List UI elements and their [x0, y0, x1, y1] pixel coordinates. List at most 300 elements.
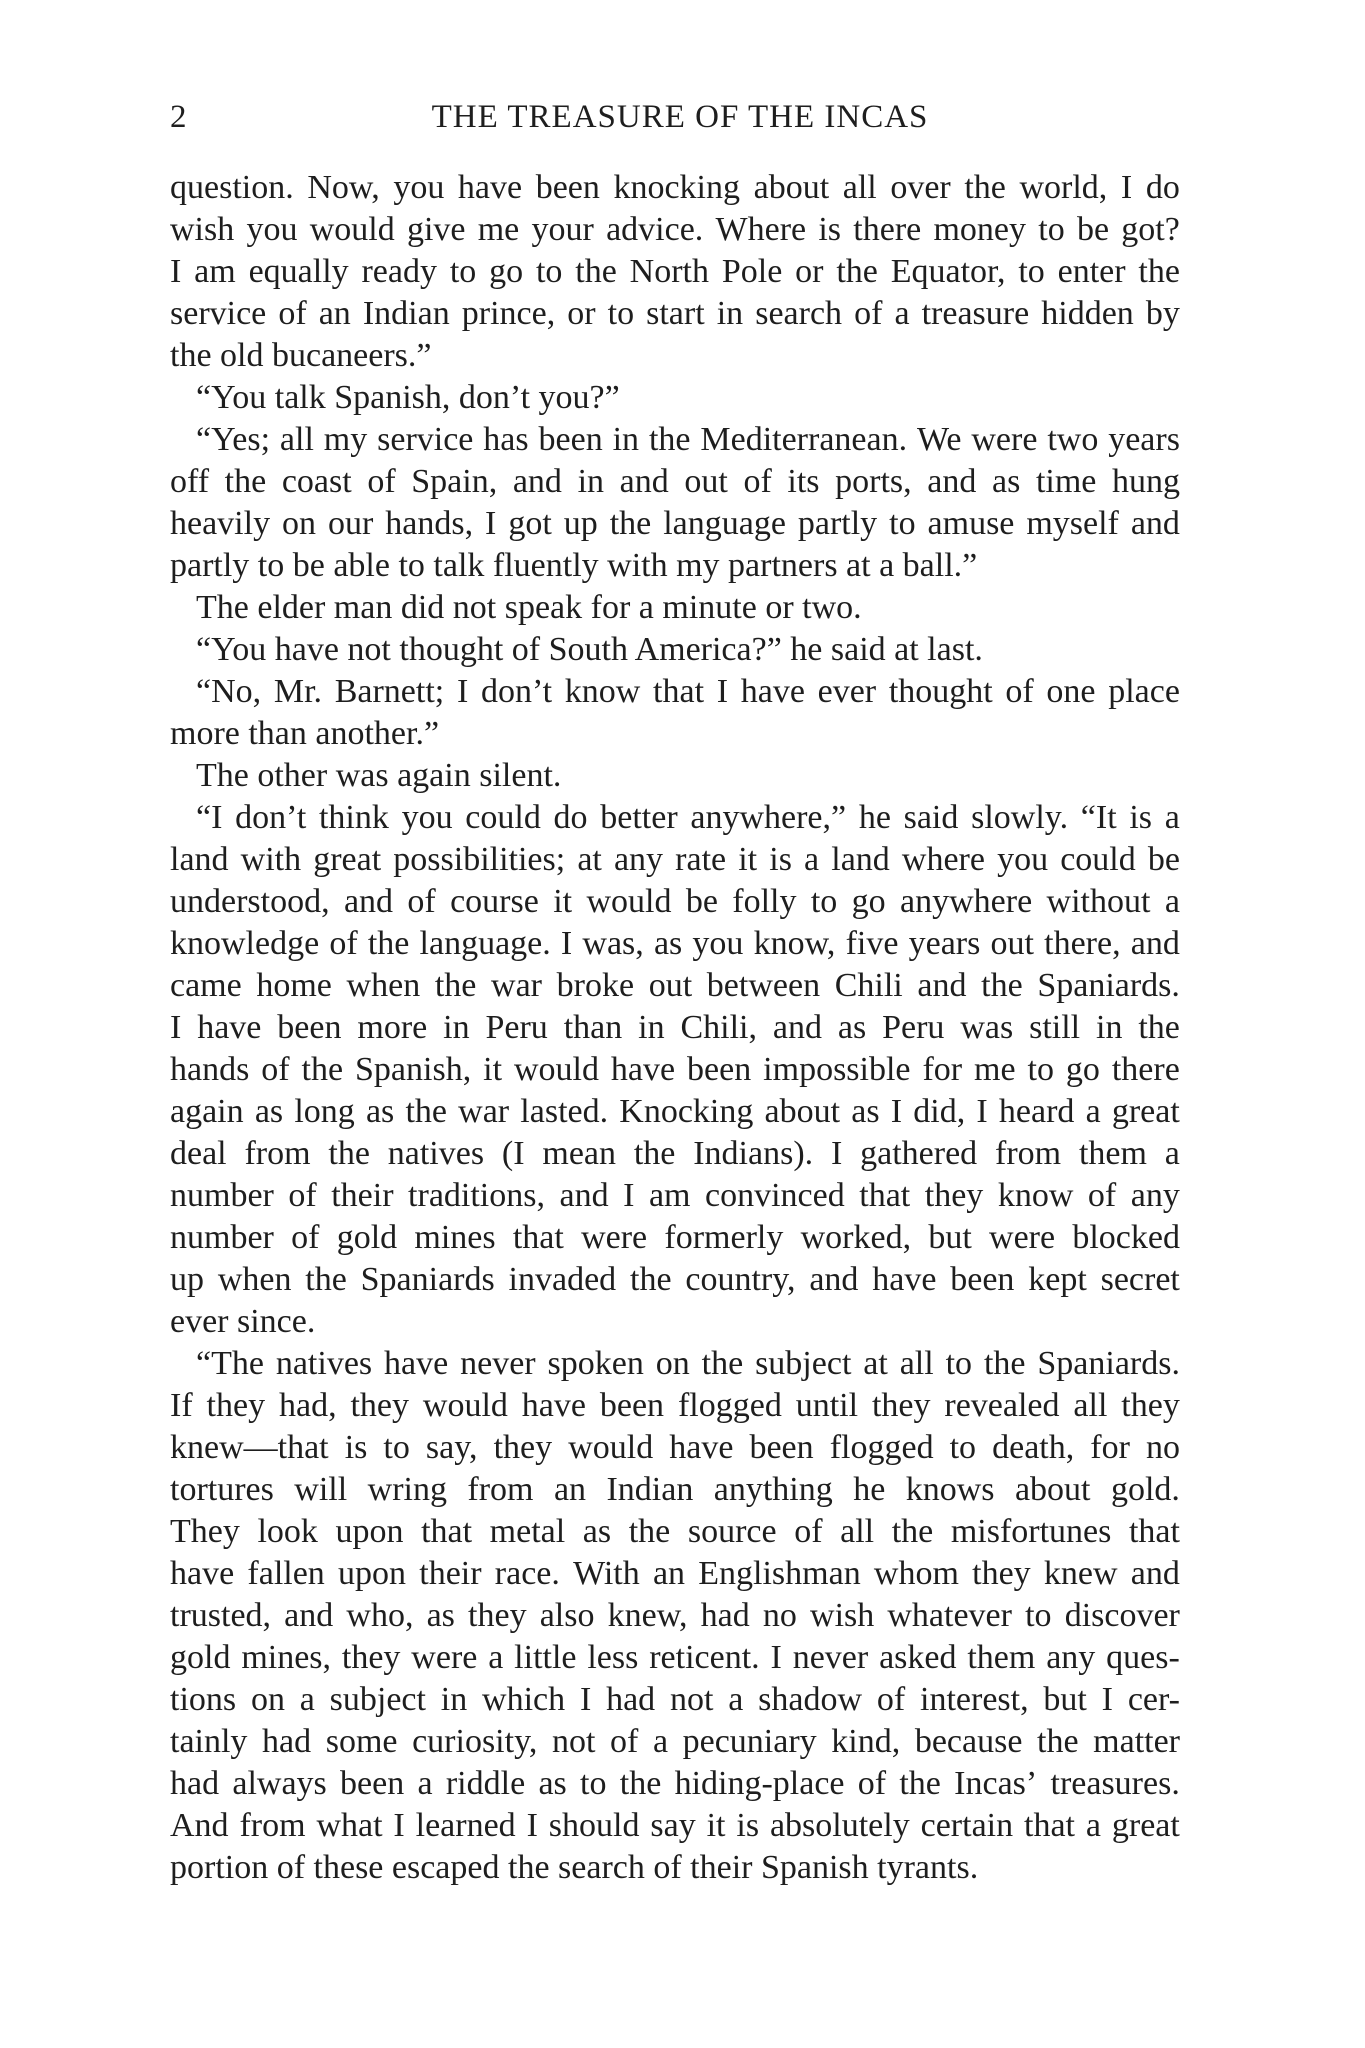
word: they: [1121, 1387, 1180, 1424]
word: mines: [414, 1219, 496, 1256]
word: give: [406, 211, 466, 248]
word: more: [357, 1009, 428, 1046]
word: but: [928, 1219, 972, 1256]
word: is: [344, 1429, 368, 1466]
word: land: [170, 841, 229, 878]
word: out: [684, 463, 728, 500]
text-line: [170, 419, 1180, 461]
word: been: [535, 169, 600, 206]
word: know: [997, 1177, 1074, 1214]
word: got: [508, 505, 552, 542]
word: got?: [1121, 211, 1180, 248]
word: the: [630, 1261, 672, 1298]
word: never: [792, 1639, 869, 1676]
word: long: [294, 1093, 355, 1130]
text-line: [170, 167, 1180, 209]
word: you: [692, 925, 744, 962]
word: “The: [196, 1345, 264, 1382]
word: from: [239, 1807, 306, 1844]
word: is: [736, 1807, 760, 1844]
word: as: [851, 1093, 880, 1130]
body-text: [170, 167, 1180, 1889]
word: all: [840, 1513, 875, 1550]
word: and: [917, 967, 967, 1004]
text-line: [170, 1217, 1180, 1259]
word: prince,: [461, 295, 556, 332]
word: you: [393, 169, 445, 206]
word: in: [577, 463, 605, 500]
word: of: [743, 463, 772, 500]
word: I: [560, 925, 573, 962]
word: secret: [1100, 1261, 1180, 1298]
word: partly: [797, 505, 878, 542]
text-line: [170, 1721, 1180, 1763]
word: certain: [920, 1807, 1014, 1844]
word: were: [411, 1639, 478, 1676]
word: where: [901, 841, 985, 878]
word: me: [477, 211, 520, 248]
word: gold: [336, 1219, 398, 1256]
word: on: [250, 1681, 285, 1718]
word: in: [443, 1009, 470, 1046]
word: service: [377, 421, 474, 458]
text-line: [170, 881, 1180, 923]
word: that: [421, 1513, 473, 1550]
word: I: [1101, 1681, 1113, 1718]
word: to: [889, 505, 916, 542]
text-line: ever since.: [170, 1303, 316, 1340]
word: no: [1146, 1429, 1180, 1466]
text-line: [170, 1427, 1180, 1469]
word: a: [1085, 1093, 1101, 1130]
word: don’t: [480, 673, 553, 710]
word: go: [851, 883, 886, 920]
word: the: [328, 1135, 370, 1172]
word: Indians).: [693, 1135, 814, 1172]
word: little: [514, 1639, 577, 1676]
word: Pole: [721, 253, 783, 290]
text-line: [170, 293, 1180, 335]
word: to: [607, 295, 635, 332]
word: I: [170, 1009, 182, 1046]
word: hung: [1112, 463, 1180, 500]
word: advice.: [606, 211, 704, 248]
word: all: [279, 421, 314, 458]
word: I: [770, 1639, 782, 1676]
word: said: [903, 799, 959, 836]
word: and: [512, 463, 562, 500]
text-line: [170, 1049, 1180, 1091]
word: traditions,: [408, 1177, 545, 1214]
word: always: [232, 1765, 327, 1802]
word: and: [772, 1009, 822, 1046]
word: cer-: [1127, 1681, 1180, 1718]
word: a: [894, 295, 910, 332]
text-line: [170, 1553, 1180, 1595]
word: been: [277, 1009, 342, 1046]
word: I: [1120, 169, 1133, 206]
word: been: [749, 1429, 814, 1466]
word: fallen: [247, 1555, 325, 1592]
word: also: [539, 1597, 595, 1634]
word: five: [845, 925, 899, 962]
word: the: [434, 967, 477, 1004]
word: without: [1046, 883, 1151, 920]
word: the: [891, 1513, 934, 1550]
word: Now,: [307, 169, 380, 206]
word: I: [170, 253, 182, 290]
word: search: [755, 295, 843, 332]
word: what: [316, 1807, 383, 1844]
word: Mediterranean.: [700, 421, 908, 458]
word: will: [294, 1471, 348, 1508]
word: they: [972, 1555, 1031, 1592]
word: our: [327, 505, 374, 542]
word: course: [450, 883, 539, 920]
word: be: [1076, 211, 1110, 248]
word: the: [1138, 1009, 1180, 1046]
word: say: [650, 1807, 696, 1844]
word: it: [706, 1807, 726, 1844]
word: the: [224, 463, 267, 500]
word: Peru: [882, 1009, 945, 1046]
word: heard: [998, 1093, 1075, 1130]
word: were: [971, 421, 1038, 458]
word: to: [383, 1429, 410, 1466]
word: a: [652, 1723, 669, 1760]
text-line: [170, 1469, 1180, 1511]
word: out: [990, 925, 1034, 962]
word: it: [483, 1051, 503, 1088]
word: discover: [1064, 1597, 1180, 1634]
word: as: [538, 1765, 567, 1802]
text-line: [170, 1805, 1180, 1847]
word: is: [1129, 799, 1153, 836]
word: had: [262, 1723, 312, 1760]
word: the: [701, 1345, 744, 1382]
word: number: [170, 1177, 274, 1214]
word: on: [282, 505, 317, 542]
word: a: [728, 1681, 744, 1718]
word: that: [859, 1177, 911, 1214]
text-line: [170, 671, 1180, 713]
word: knew—that: [170, 1429, 329, 1466]
text-line: “You have not thought of South America?” he said at last.: [196, 631, 983, 668]
word: all: [842, 169, 877, 206]
word: hands,: [385, 505, 474, 542]
word: death,: [992, 1429, 1075, 1466]
word: the: [633, 1135, 676, 1172]
word: that: [512, 1219, 564, 1256]
word: years: [1108, 421, 1180, 458]
word: and: [343, 883, 394, 920]
word: is: [818, 211, 842, 248]
word: years: [908, 925, 981, 962]
word: of: [857, 1765, 887, 1802]
word: heavily: [170, 505, 271, 542]
word: metal: [489, 1513, 566, 1550]
word: of: [1087, 1177, 1117, 1214]
word: flogged: [829, 1429, 934, 1466]
running-title: THE TREASURE OF THE INCAS: [431, 99, 929, 135]
word: would: [309, 211, 395, 248]
word: did,: [913, 1093, 966, 1130]
word: ports,: [835, 463, 912, 500]
word: go: [489, 253, 524, 290]
word: They: [170, 1513, 240, 1550]
word: about: [764, 1093, 841, 1130]
word: I: [485, 505, 497, 542]
running-head: [170, 92, 1180, 142]
word: to: [580, 1765, 607, 1802]
word: If: [170, 1387, 193, 1424]
text-line: [170, 209, 1180, 251]
word: from: [244, 1135, 311, 1172]
word: thought: [888, 673, 993, 710]
word: were: [581, 1219, 648, 1256]
word: all: [899, 1345, 934, 1382]
word: impossible: [763, 1051, 911, 1088]
word: of: [278, 295, 307, 332]
word: great: [313, 841, 382, 878]
word: “Yes;: [196, 421, 271, 458]
word: know,: [753, 925, 836, 962]
word: there,: [1044, 925, 1121, 962]
word: you: [401, 799, 453, 836]
word: With: [573, 1555, 640, 1592]
word: had: [606, 1681, 656, 1718]
word: when: [346, 967, 421, 1004]
word: not: [670, 1681, 714, 1718]
word: to: [949, 1429, 977, 1466]
word: ques-: [1106, 1639, 1180, 1676]
word: ready: [361, 253, 437, 290]
word: language: [663, 505, 786, 542]
word: and: [927, 463, 977, 500]
word: they: [341, 1639, 401, 1676]
word: until: [795, 1387, 859, 1424]
word: place: [1108, 673, 1180, 710]
word: I: [456, 673, 469, 710]
word: anywhere: [900, 883, 1033, 920]
word: knew,: [607, 1597, 688, 1634]
word: the: [981, 967, 1023, 1004]
word: I: [976, 1093, 988, 1130]
word: they: [468, 1597, 527, 1634]
word: have: [457, 169, 523, 206]
word: don’t: [235, 799, 307, 836]
word: they: [350, 1387, 410, 1424]
word: better: [600, 799, 678, 836]
word: and: [1130, 505, 1180, 542]
word: language.: [419, 925, 551, 962]
word: (I: [501, 1135, 525, 1172]
word: for: [922, 1051, 963, 1088]
word: have: [610, 1051, 676, 1088]
word: have: [872, 1261, 937, 1298]
word: on: [655, 1345, 690, 1382]
word: war: [491, 967, 542, 1004]
word: to: [1018, 253, 1045, 290]
word: I: [623, 1177, 635, 1214]
word: have: [384, 1345, 449, 1382]
word: knows: [905, 1471, 995, 1508]
word: say,: [425, 1429, 478, 1466]
word: or: [795, 253, 824, 290]
word: world,: [1019, 169, 1108, 206]
word: a: [488, 1639, 504, 1676]
word: treasure: [921, 295, 1030, 332]
word: source: [687, 1513, 777, 1550]
text-line: [170, 965, 1180, 1007]
word: do: [1145, 169, 1180, 206]
word: of: [610, 1723, 639, 1760]
word: natives: [275, 1345, 373, 1382]
word: natives: [387, 1135, 485, 1172]
word: pecuniary: [682, 1723, 817, 1760]
word: I: [393, 1807, 405, 1844]
word: never: [460, 1345, 536, 1382]
text-line: [170, 1511, 1180, 1553]
word: and: [619, 463, 669, 500]
word: “It: [1080, 799, 1117, 836]
word: for: [1090, 1429, 1130, 1466]
word: in: [612, 421, 640, 458]
word: do: [553, 799, 588, 836]
word: the: [405, 1093, 447, 1130]
word: they: [493, 1429, 553, 1466]
word: an: [553, 1471, 587, 1508]
word: the: [964, 169, 1006, 206]
word: gathered: [860, 1135, 978, 1172]
word: should: [548, 1807, 640, 1844]
word: to: [449, 253, 477, 290]
text-line: [170, 923, 1180, 965]
text-line: [170, 1007, 1180, 1049]
word: of: [407, 883, 436, 920]
word: land: [831, 841, 890, 878]
word: Indian: [606, 1471, 694, 1508]
word: a: [417, 1765, 433, 1802]
word: in: [1096, 1009, 1123, 1046]
word: Barnett;: [334, 673, 445, 710]
text-line: “You talk Spanish, don’t you?”: [196, 379, 620, 416]
word: as: [653, 925, 683, 962]
text-line: [170, 1343, 1180, 1385]
word: Spaniards: [360, 1261, 495, 1298]
word: still: [1029, 1009, 1081, 1046]
word: my: [323, 421, 368, 458]
text-line: [170, 1637, 1180, 1679]
word: understood,: [170, 883, 330, 920]
word: anywhere,”: [690, 799, 847, 836]
word: from: [995, 1135, 1062, 1172]
word: trusted,: [170, 1597, 272, 1634]
word: in: [440, 1681, 468, 1718]
word: your: [531, 211, 594, 248]
word: folly: [732, 883, 797, 920]
text-line: [170, 839, 1180, 881]
word: a: [1164, 883, 1180, 920]
word: myself: [1026, 505, 1119, 542]
word: know: [564, 673, 641, 710]
word: would: [513, 1051, 599, 1088]
text-line: the old bucaneers.”: [170, 337, 432, 374]
word: Spaniards.: [1037, 967, 1180, 1004]
word: been: [950, 1261, 1015, 1298]
word: the: [899, 1765, 941, 1802]
word: asked: [879, 1639, 957, 1676]
word: look: [257, 1513, 318, 1550]
page-number: 2: [170, 99, 187, 135]
word: Equator,: [890, 253, 1006, 290]
word: you: [997, 841, 1049, 878]
word: the: [575, 253, 617, 290]
word: a: [1164, 1135, 1180, 1172]
word: We: [917, 421, 962, 458]
word: over: [890, 169, 951, 206]
word: formerly: [664, 1219, 784, 1256]
word: that: [1024, 1807, 1075, 1844]
word: the: [609, 505, 652, 542]
word: the: [983, 1345, 1026, 1382]
word: been: [340, 1765, 405, 1802]
word: at: [863, 1345, 888, 1382]
word: shadow: [758, 1681, 863, 1718]
word: great: [1111, 1807, 1180, 1844]
word: whatever: [887, 1597, 1012, 1634]
word: deal: [170, 1135, 227, 1172]
word: one: [1046, 673, 1096, 710]
word: Englishman: [698, 1555, 861, 1592]
word: time: [1035, 463, 1097, 500]
word: in: [638, 1009, 665, 1046]
text-line: [170, 1259, 1180, 1301]
word: because: [914, 1723, 1023, 1760]
word: in: [716, 295, 744, 332]
word: its: [787, 463, 820, 500]
word: he: [858, 799, 891, 836]
word: of: [329, 925, 358, 962]
word: the: [1138, 253, 1180, 290]
word: as: [365, 1093, 395, 1130]
word: and: [1130, 925, 1180, 962]
word: two: [1047, 421, 1099, 458]
word: Mr.: [273, 673, 323, 710]
word: home: [256, 967, 332, 1004]
word: Where: [715, 211, 807, 248]
text-line: [170, 251, 1180, 293]
word: I: [890, 1093, 903, 1130]
word: of: [1005, 673, 1034, 710]
word: wring: [367, 1471, 447, 1508]
word: interest,: [920, 1681, 1029, 1718]
word: think: [318, 799, 389, 836]
word: anything: [713, 1471, 833, 1508]
word: of: [854, 295, 883, 332]
word: lasted.: [520, 1093, 609, 1130]
word: service: [170, 295, 267, 332]
word: them: [1078, 1135, 1147, 1172]
text-line: [170, 1091, 1180, 1133]
word: great: [1111, 1093, 1180, 1130]
text-line: [170, 1679, 1180, 1721]
word: have: [740, 673, 805, 710]
word: whom: [873, 1555, 959, 1592]
word: Indian: [362, 295, 450, 332]
word: than: [563, 1009, 623, 1046]
word: am: [648, 1177, 691, 1214]
